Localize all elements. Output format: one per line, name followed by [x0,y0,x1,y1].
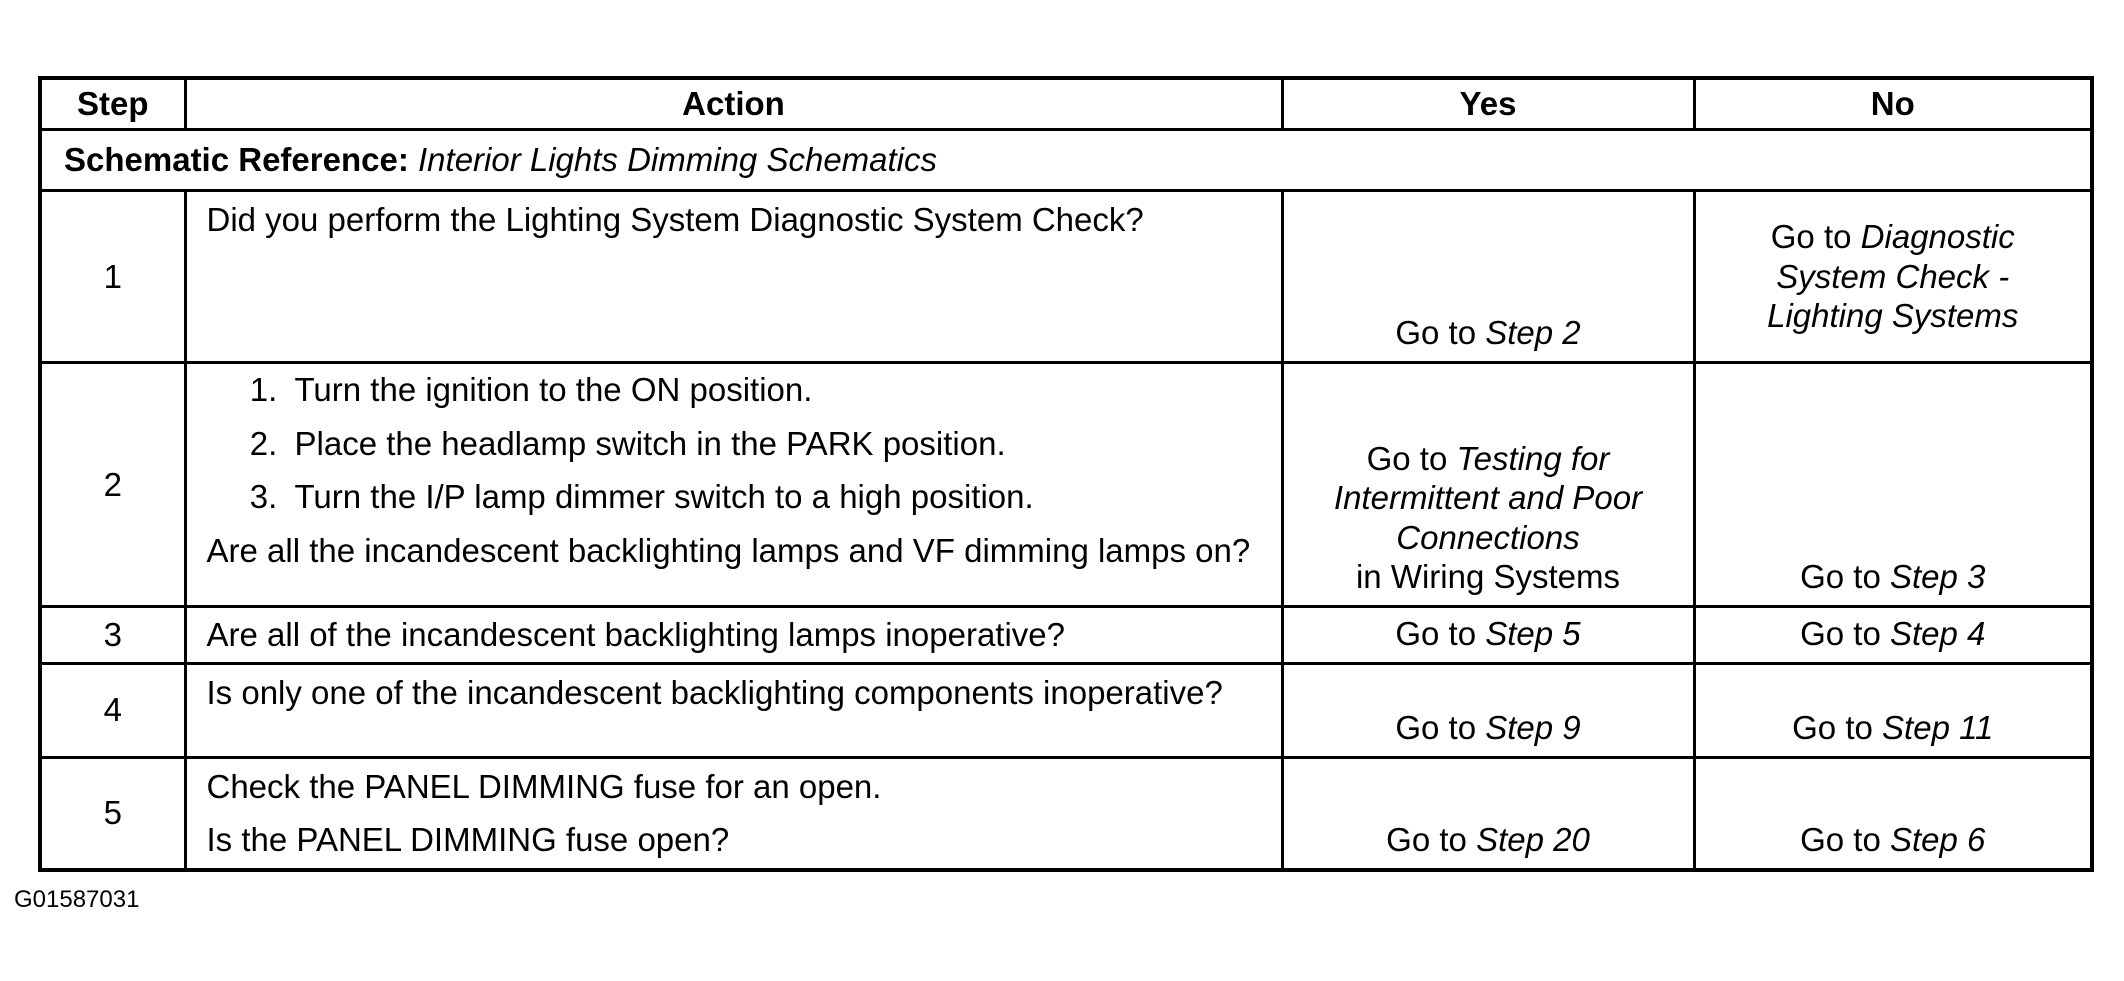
no-prefix: Go to [1792,709,1883,746]
substep-list [207,370,1261,517]
yes-prefix: Go to [1395,709,1486,746]
step-number: 3 [40,607,185,664]
no-prefix: Go to [1800,558,1890,596]
figure-code: G01587031 [14,886,140,913]
no-link[interactable]: Step 11 [1882,709,1994,746]
line-spacer [207,806,1261,820]
step-number: 4 [40,663,185,757]
header-no: No [1694,78,2092,130]
yes-link[interactable]: Testing for Intermittent and Poor Connections [1333,439,1643,556]
yes-link[interactable]: Step 20 [1476,821,1590,859]
substep-item: 1. Turn the ignition to the ON position. [287,370,1261,410]
yes-result [1282,363,1694,607]
yes-prefix: Go to [1386,821,1477,859]
step-number: 1 [40,191,185,363]
no-result [1694,363,2092,607]
table-row [40,191,2092,363]
step-number: 2 [40,363,185,607]
no-result [1694,191,2092,363]
table-row [40,607,2092,664]
table-row [40,757,2092,870]
action-text [185,757,1282,870]
action-question: Are all the incandescent backlighting lamps and VF dimming lamps on? [206,531,1251,569]
action-text: Did you perform the Lighting System Diagnostic System Check? [185,191,1282,363]
no-link[interactable]: Diagnostic System Check - Lighting Systems [1767,218,2019,335]
yes-link[interactable]: Step 2 [1485,314,1581,352]
header-yes: Yes [1282,78,1694,130]
diagnostic-table [38,76,2094,872]
schematic-reference-label: Schematic Reference: [64,141,409,179]
no-result [1694,757,2092,870]
table-row [40,663,2092,757]
yes-result [1282,607,1694,664]
no-prefix: Go to [1800,615,1890,652]
table-row [40,363,2092,607]
no-link[interactable]: Step 3 [1889,558,1986,596]
yes-prefix: Go to [1366,439,1457,477]
yes-link[interactable]: Step 9 [1485,709,1581,746]
yes-suffix: in Wiring Systems [1355,558,1621,596]
action-text [185,363,1282,607]
no-prefix: Go to [1770,218,1861,256]
no-result [1694,607,2092,664]
no-prefix: Go to [1800,821,1890,859]
header-action: Action [185,78,1282,130]
yes-result [1282,663,1694,757]
header-row [40,78,2092,130]
no-link[interactable]: Step 4 [1889,615,1986,652]
schematic-reference-row [40,130,2092,191]
action-question: Is the PANEL DIMMING fuse open? [206,821,730,859]
schematic-reference-link[interactable]: Interior Lights Dimming Schematics [418,141,938,179]
yes-result [1282,191,1694,363]
schematic-reference [40,130,2092,191]
action-line: Check the PANEL DIMMING fuse for an open. [206,767,882,805]
no-link[interactable]: Step 6 [1889,821,1986,859]
action-text: Is only one of the incandescent backlighting components inoperative? [185,663,1282,757]
action-text: Are all of the incandescent backlighting lamps inoperative? [185,607,1282,664]
yes-result [1282,757,1694,870]
yes-prefix: Go to [1395,314,1486,352]
yes-link[interactable]: Step 5 [1485,615,1581,652]
substep-item: 3. Turn the I/P lamp dimmer switch to a high position. [287,477,1261,517]
no-result [1694,663,2092,757]
yes-prefix: Go to [1395,615,1486,652]
header-step: Step [40,78,185,130]
step-number: 5 [40,757,185,870]
substep-item: 2. Place the headlamp switch in the PARK position. [287,424,1261,464]
